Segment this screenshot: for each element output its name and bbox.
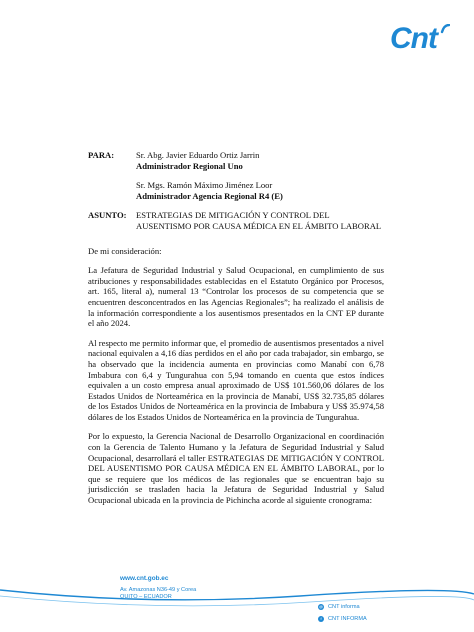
social-network-icon: f: [318, 616, 324, 622]
para-block: [88, 150, 384, 201]
paragraph-3: Por lo expuesto, la Gerencia Nacional de Desarrollo Organizacional en coordinación con la Gerencia de Talento Humano y la Jefatura de Seguridad Industrial y Salud Ocupacional, desarrollará el taller ESTRATEGIAS DE MITIGACIÓN Y CONTROL DEL AUSENTISMO POR CAUSA MÉDICA EN EL ÁMBITO LABORAL, por lo que se requiere que los médicos de las regionales que se encuentran bajo su jurisdicción se trasladen hacia la Jefatura de Seguridad Industrial y Salud Ocupacional ubicada en la provincia de Pichincha acorde al siguiente cronograma:: [88, 431, 384, 506]
recipient2-name: Sr. Mgs. Ramón Máximo Jiménez Loor: [136, 180, 273, 191]
page-footer: [0, 572, 474, 632]
asunto-block: [88, 210, 384, 231]
asunto-label: ASUNTO:: [88, 210, 127, 221]
footer-address-2: QUITO – ECUADOR: [120, 594, 172, 600]
footer-address-1: Av. Amazonas N36-49 y Corea: [120, 587, 197, 593]
social-at-icon: @: [318, 604, 324, 609]
cnt-logo: [390, 22, 454, 56]
memo-content: [88, 150, 384, 506]
paragraph-1: La Jefatura de Seguridad Industrial y Salud Ocupacional, en cumplimiento de sus atribuciones y responsabilidades establecidas en el Estatuto Orgánico por Procesos, art. 165, literal a), numeral 13 “Controlar los procesos de su competencia que se encuentren desconcentrados en las Agencias Regionales”; ha realizado el análisis de la información correspondiente a los ausentismos presentados en la CNT EP durante el año 2024.: [88, 265, 384, 329]
recipient2-role: Administrador Agencia Regional R4 (E): [136, 190, 283, 201]
logo-accent-icon: [440, 24, 450, 34]
paragraph-2: Al respecto me permito informar que, el promedio de ausentismos presentados a nivel nacional equivalen a 4,16 días perdidos en el año por cada trabajador, sin embargo, se ha observado que la incidencia aumenta en provincias como Manabí con 6,78 Imbabura con 6,4 y Tungurahua con 5,94 tomando en cuenta que estos índices equivalen a un costo empresa anual aproximado de US$ 101.560,06 dólares de los Estados Unidos de Norteamérica en la provincia de Manabí, US$ 32.735,85 dólares de los Estados Unidos de Norteamérica en la provincia de Imbabura y US$ 35.974,58 dólares de los Estados Unidos de Norteamérica en la provincia de Tungurahua.: [88, 337, 384, 422]
recipient1-name: Sr. Abg. Javier Eduardo Ortiz Jarrin: [136, 150, 260, 160]
asunto-text: ESTRATEGIAS DE MITIGACIÓN Y CONTROL DEL AUSENTISMO POR CAUSA MÉDICA EN EL ÁMBITO LABORAL: [136, 210, 382, 231]
recipient1-role: Administrador Regional Uno: [136, 160, 243, 171]
footer-website: www.cnt.gob.ec: [120, 575, 169, 582]
footer-social-2: CNT INFORMA: [328, 616, 367, 622]
footer-social-1: CNT informa: [328, 604, 360, 610]
footer-wave-decoration: [0, 572, 474, 632]
para-label: PARA:: [88, 150, 115, 160]
cnt-logo-text: Cnt: [390, 22, 437, 55]
greeting: De mi consideración:: [88, 245, 162, 256]
